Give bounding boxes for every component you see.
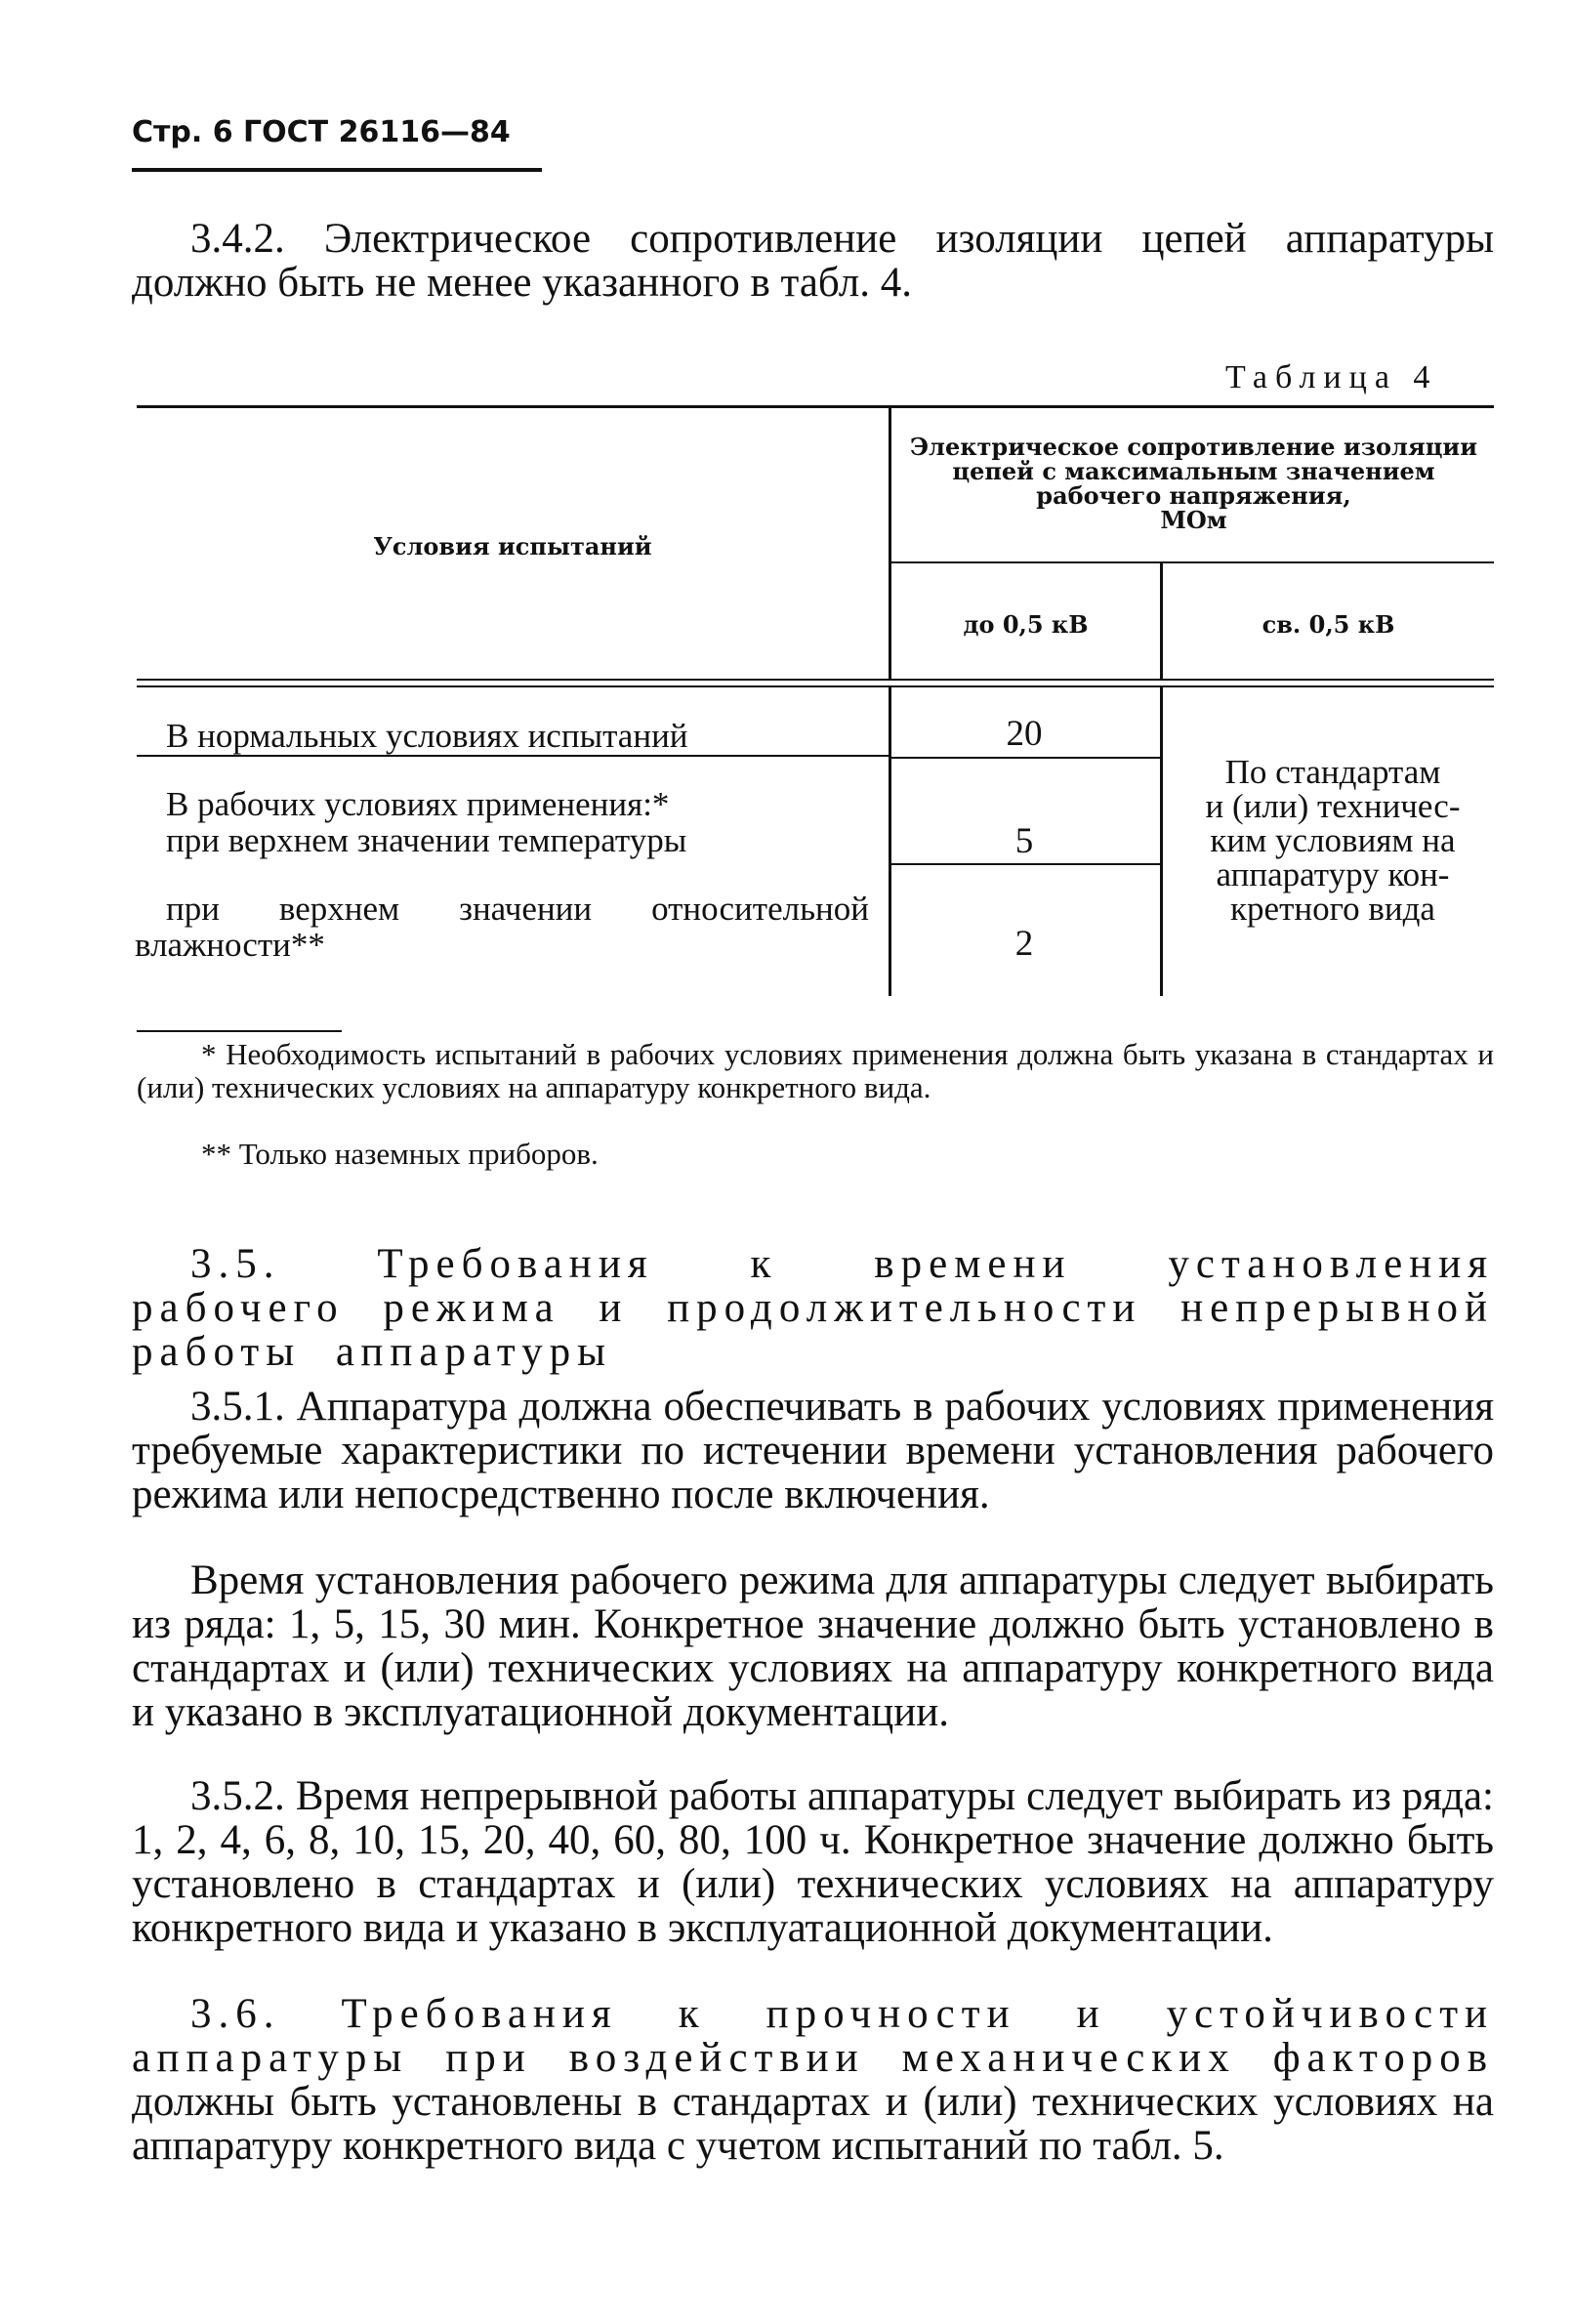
col-resistance-line2: цепей с максимальным значением bbox=[952, 457, 1435, 485]
paragraph-3-5-1-b: Время установления рабочего режима для аппаратуры следует выбирать из ряда: 1, 5, 15, 30 мин. Конкретное значение должно быть установлено в стандартах и (или) технических условиях на аппаратуру конкретного вида и указано в эксплуатационной документации. bbox=[132, 1557, 1494, 1735]
footnote-2: ** Только наземных приборов. bbox=[201, 1137, 599, 1171]
section-3-6-lead: 3.6. Требования к прочности и устойчивости аппаратуры при воздействии механических факторов bbox=[132, 1991, 1494, 2081]
table-divider-main-header bbox=[889, 405, 891, 679]
row3-label-line2: влажности** bbox=[135, 926, 325, 964]
col-over-0-5-kv: св. 0,5 кВ bbox=[1262, 610, 1395, 639]
over-note-line1: По стандартам bbox=[1224, 753, 1441, 791]
paragraph-3-5-2: 3.5.2. Время непрерывной работы аппаратуры следует выбирать из ряда: 1, 2, 4, 6, 8, 10, 15, 20, 40, 60, 80, 100 ч. Конкретное значение должно быть установлено в стандартах и (или) технических условиях на аппаратуру конкретного вида и указано в эксплуатационной документации. bbox=[132, 1773, 1494, 1951]
over-note-line2: и (или) техничес- bbox=[1205, 787, 1461, 825]
paragraph-3-6 bbox=[132, 1992, 1494, 2168]
header-bottom-rule-1 bbox=[137, 679, 1494, 681]
table-body-divider-2 bbox=[1160, 687, 1163, 996]
row2-label-line2: при верхнем значении температуры bbox=[166, 821, 687, 859]
col-resistance-line1: Электрическое сопротивление изоляции bbox=[909, 433, 1478, 461]
row1-value-rule bbox=[891, 757, 1160, 759]
row1-value: 20 bbox=[1006, 714, 1043, 754]
table-caption: Таблица 4 bbox=[1225, 359, 1438, 395]
row1-label: В нормальных условиях испытаний bbox=[166, 717, 688, 755]
over-note-line3: ким условиям на bbox=[1210, 821, 1456, 859]
over-note-line4: аппаратуру кон- bbox=[1216, 855, 1450, 893]
footnote-rule bbox=[137, 1030, 342, 1032]
section-3-5-title: 3.5. Требования к времени установления рабочего режима и продолжительности непрерывной работы аппаратуры bbox=[132, 1241, 1494, 1375]
paragraph-3-4-2: 3.4.2. Электрическое сопротивление изоляции цепей аппаратуры должно быть не менее указанного в табл. 4. bbox=[132, 216, 1494, 306]
over-note-line5: кретного вида bbox=[1230, 890, 1435, 928]
col-resistance-line3: рабочего напряжения, bbox=[1036, 481, 1351, 510]
row2-label-line1: В рабочих условиях применения:* bbox=[166, 785, 670, 823]
header-rule bbox=[132, 168, 542, 172]
paragraph-3-5-1: 3.5.1. Аппаратура должна обеспечивать в рабочих условиях применения требуемые характеристики по истечении времени установления рабочего режима или непосредственно после включения. bbox=[132, 1384, 1494, 1517]
row1-rule bbox=[137, 755, 889, 757]
row2-value: 5 bbox=[1014, 821, 1034, 861]
section-3-6-rest: должны быть установлены в стандартах и (или) технических условиях на аппаратуру конкретного вида с учетом испытаний по табл. 5. bbox=[132, 2079, 1494, 2169]
header-bottom-rule-2 bbox=[137, 685, 1494, 687]
table-top-rule bbox=[137, 405, 1494, 408]
col-resistance-line4: МОм bbox=[1160, 506, 1227, 534]
col-up-to-0-5-kv: до 0,5 кВ bbox=[963, 610, 1089, 639]
header-sub-rule bbox=[891, 561, 1494, 563]
page-header: Стр. 6 ГОСТ 26116—84 bbox=[132, 115, 511, 149]
col-conditions: Условия испытаний bbox=[373, 532, 652, 560]
row2-value-rule bbox=[891, 863, 1160, 865]
row3-value: 2 bbox=[1014, 924, 1034, 964]
footnote-1: * Необходимость испытаний в рабочих условиях применения должна быть указана в стандартах и (или) технических условиях на аппаратуру конкретного вида. bbox=[137, 1037, 1494, 1104]
row3-label-line1: при верхнем значении относительной bbox=[166, 890, 869, 928]
